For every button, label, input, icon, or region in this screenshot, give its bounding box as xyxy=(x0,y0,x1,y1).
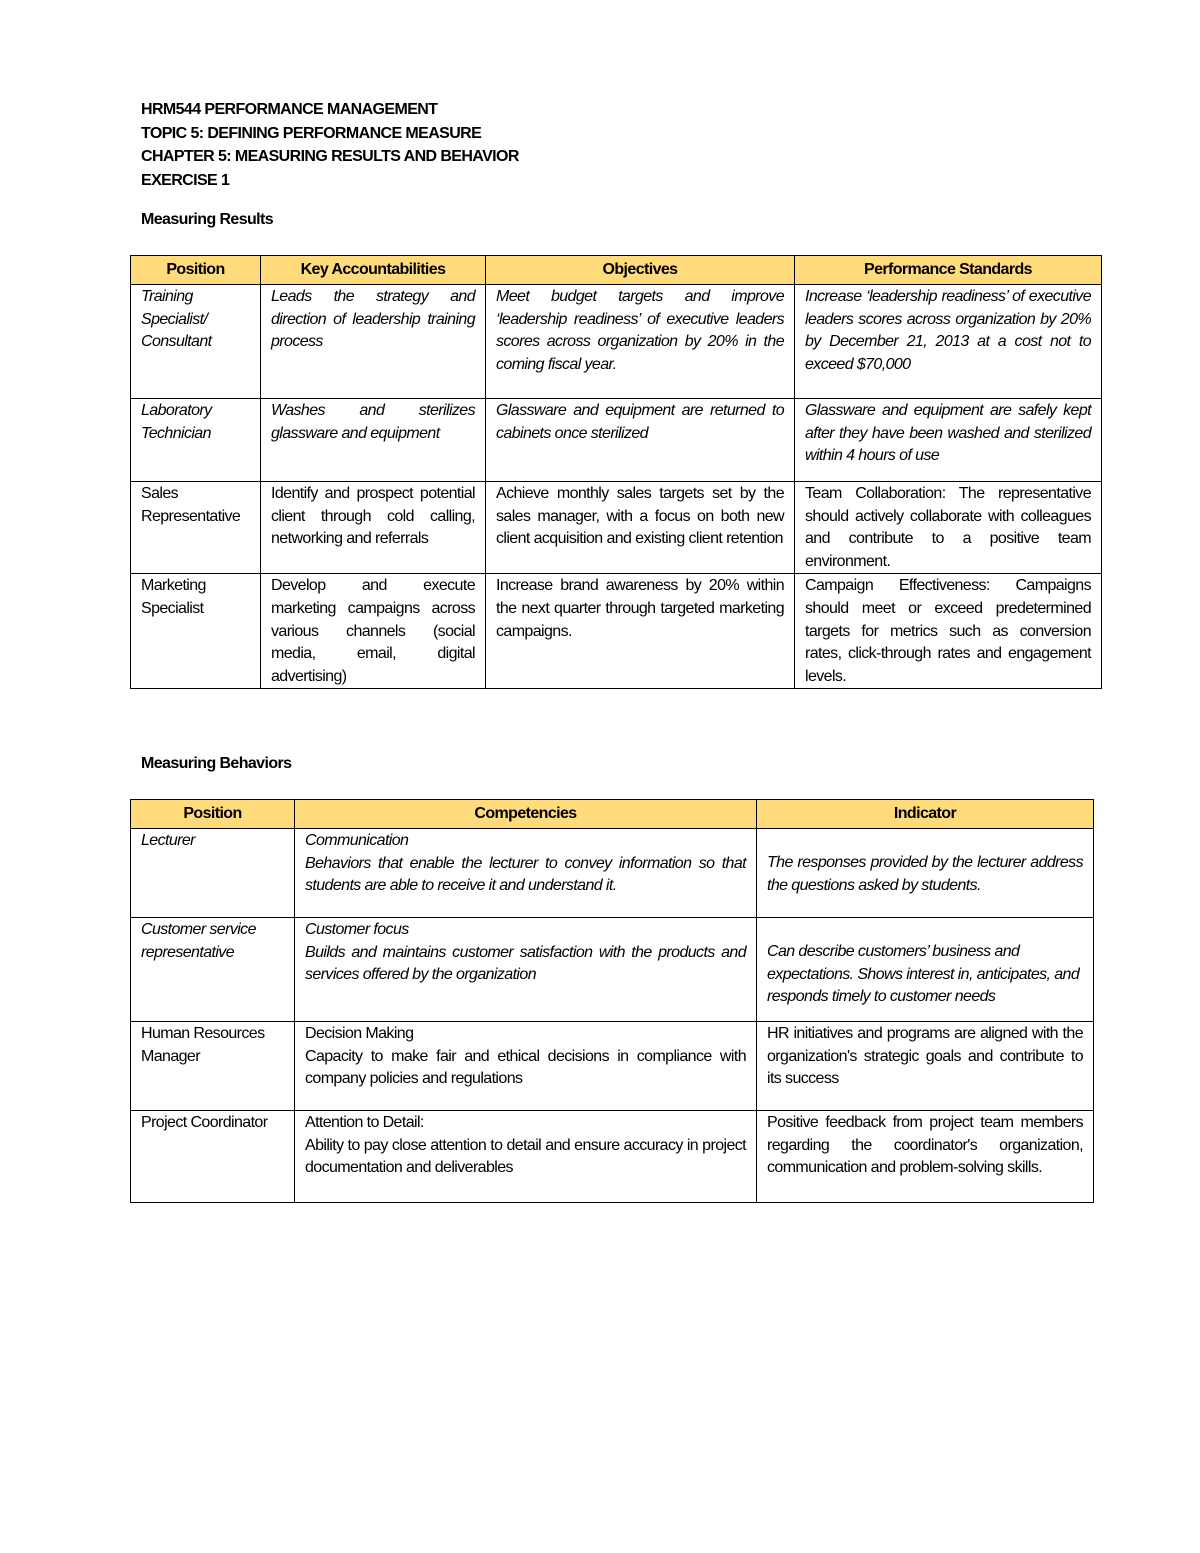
position-cell: Training Specialist/ Consultant xyxy=(131,285,261,399)
column-header: Objectives xyxy=(486,256,795,285)
position-cell: Lecturer xyxy=(131,829,295,918)
competency-description: Ability to pay close attention to detail and ensure accuracy in project documentation and deliverables xyxy=(305,1136,746,1177)
results-table xyxy=(130,255,1102,689)
competency-name: Communication xyxy=(305,832,409,849)
performance-standards-cell: Team Collaboration: The representative should actively collaborate with colleagues and contribute to a positive team environment. xyxy=(795,482,1102,574)
competency-cell xyxy=(295,1111,757,1203)
performance-standards-cell: Glassware and equipment are safely kept after they have been washed and sterilized within 4 hours of use xyxy=(795,399,1102,482)
behaviors-header-row xyxy=(131,800,1094,829)
position-cell: Marketing Specialist xyxy=(131,574,261,689)
key-accountabilities-cell: Develop and execute marketing campaigns across various channels (social media, email, digital advertising) xyxy=(261,574,486,689)
table-row xyxy=(131,1022,1094,1111)
objectives-cell: Increase brand awareness by 20% within the next quarter through targeted marketing campaigns. xyxy=(486,574,795,689)
position-cell: Human Resources Manager xyxy=(131,1022,295,1111)
competency-description: Builds and maintains customer satisfaction with the products and services offered by the organization xyxy=(305,943,746,984)
results-section-title: Measuring Results xyxy=(141,211,274,228)
indicator-cell: The responses provided by the lecturer address the questions asked by students. xyxy=(757,829,1094,918)
results-header-row xyxy=(131,256,1102,285)
competency-description: Behaviors that enable the lecturer to convey information so that students are able to receive it and understand it. xyxy=(305,854,746,895)
column-header: Competencies xyxy=(295,800,757,829)
key-accountabilities-cell: Identify and prospect potential client through cold calling, networking and referrals xyxy=(261,482,486,574)
objectives-cell: Glassware and equipment are returned to cabinets once sterilized xyxy=(486,399,795,482)
competency-name: Decision Making xyxy=(305,1025,414,1042)
document-header xyxy=(141,98,519,192)
topic-title: TOPIC 5: DEFINING PERFORMANCE MEASURE xyxy=(141,124,482,142)
behaviors-section-title: Measuring Behaviors xyxy=(141,755,292,772)
course-title: HRM544 PERFORMANCE MANAGEMENT xyxy=(141,101,438,118)
table-row xyxy=(131,285,1102,399)
objectives-cell: Achieve monthly sales targets set by the sales manager, with a focus on both new client acquisition and existing client retention xyxy=(486,482,795,574)
key-accountabilities-cell: Leads the strategy and direction of leadership training process xyxy=(261,285,486,399)
competency-cell xyxy=(295,918,757,1022)
performance-standards-cell: Campaign Effectiveness: Campaigns should meet or exceed predetermined targets for metrics such as conversion rates, click-through rates and engagement levels. xyxy=(795,574,1102,689)
objectives-cell: Meet budget targets and improve ‘leadership readiness’ of executive leaders scores across organization by 20% in the coming fiscal year. xyxy=(486,285,795,399)
key-accountabilities-cell: Washes and sterilizes glassware and equipment xyxy=(261,399,486,482)
table-row xyxy=(131,482,1102,574)
competency-name: Attention to Detail: xyxy=(305,1114,424,1131)
behaviors-table xyxy=(130,799,1094,1203)
position-cell: Sales Representative xyxy=(131,482,261,574)
competency-cell xyxy=(295,1022,757,1111)
position-cell: Project Coordinator xyxy=(131,1111,295,1203)
table-row xyxy=(131,1111,1094,1203)
position-cell: Laboratory Technician xyxy=(131,399,261,482)
table-row xyxy=(131,574,1102,689)
competency-cell xyxy=(295,829,757,918)
column-header: Position xyxy=(131,256,261,285)
indicator-cell: Can describe customers’ business and expectations. Shows interest in, anticipates, and responds timely to customer needs xyxy=(757,918,1094,1022)
column-header: Indicator xyxy=(757,800,1094,829)
column-header: Performance Standards xyxy=(795,256,1102,285)
table-row xyxy=(131,918,1094,1022)
exercise-title: EXERCISE 1 xyxy=(141,171,230,189)
position-cell: Customer service representative xyxy=(131,918,295,1022)
table-row xyxy=(131,829,1094,918)
column-header: Key Accountabilities xyxy=(261,256,486,285)
performance-standards-cell: Increase ‘leadership readiness’ of executive leaders scores across organization by 20% by December 21, 2013 at a cost not to exceed $70,000 xyxy=(795,285,1102,399)
column-header: Position xyxy=(131,800,295,829)
competency-description: Capacity to make fair and ethical decisions in compliance with company policies and regulations xyxy=(305,1047,746,1088)
chapter-title: CHAPTER 5: MEASURING RESULTS AND BEHAVIOR xyxy=(141,148,519,165)
indicator-cell: HR initiatives and programs are aligned with the organization's strategic goals and contribute to its success xyxy=(757,1022,1094,1111)
competency-name: Customer focus xyxy=(305,921,409,938)
indicator-cell: Positive feedback from project team members regarding the coordinator's organization, communication and problem-solving skills. xyxy=(757,1111,1094,1203)
table-row xyxy=(131,399,1102,482)
